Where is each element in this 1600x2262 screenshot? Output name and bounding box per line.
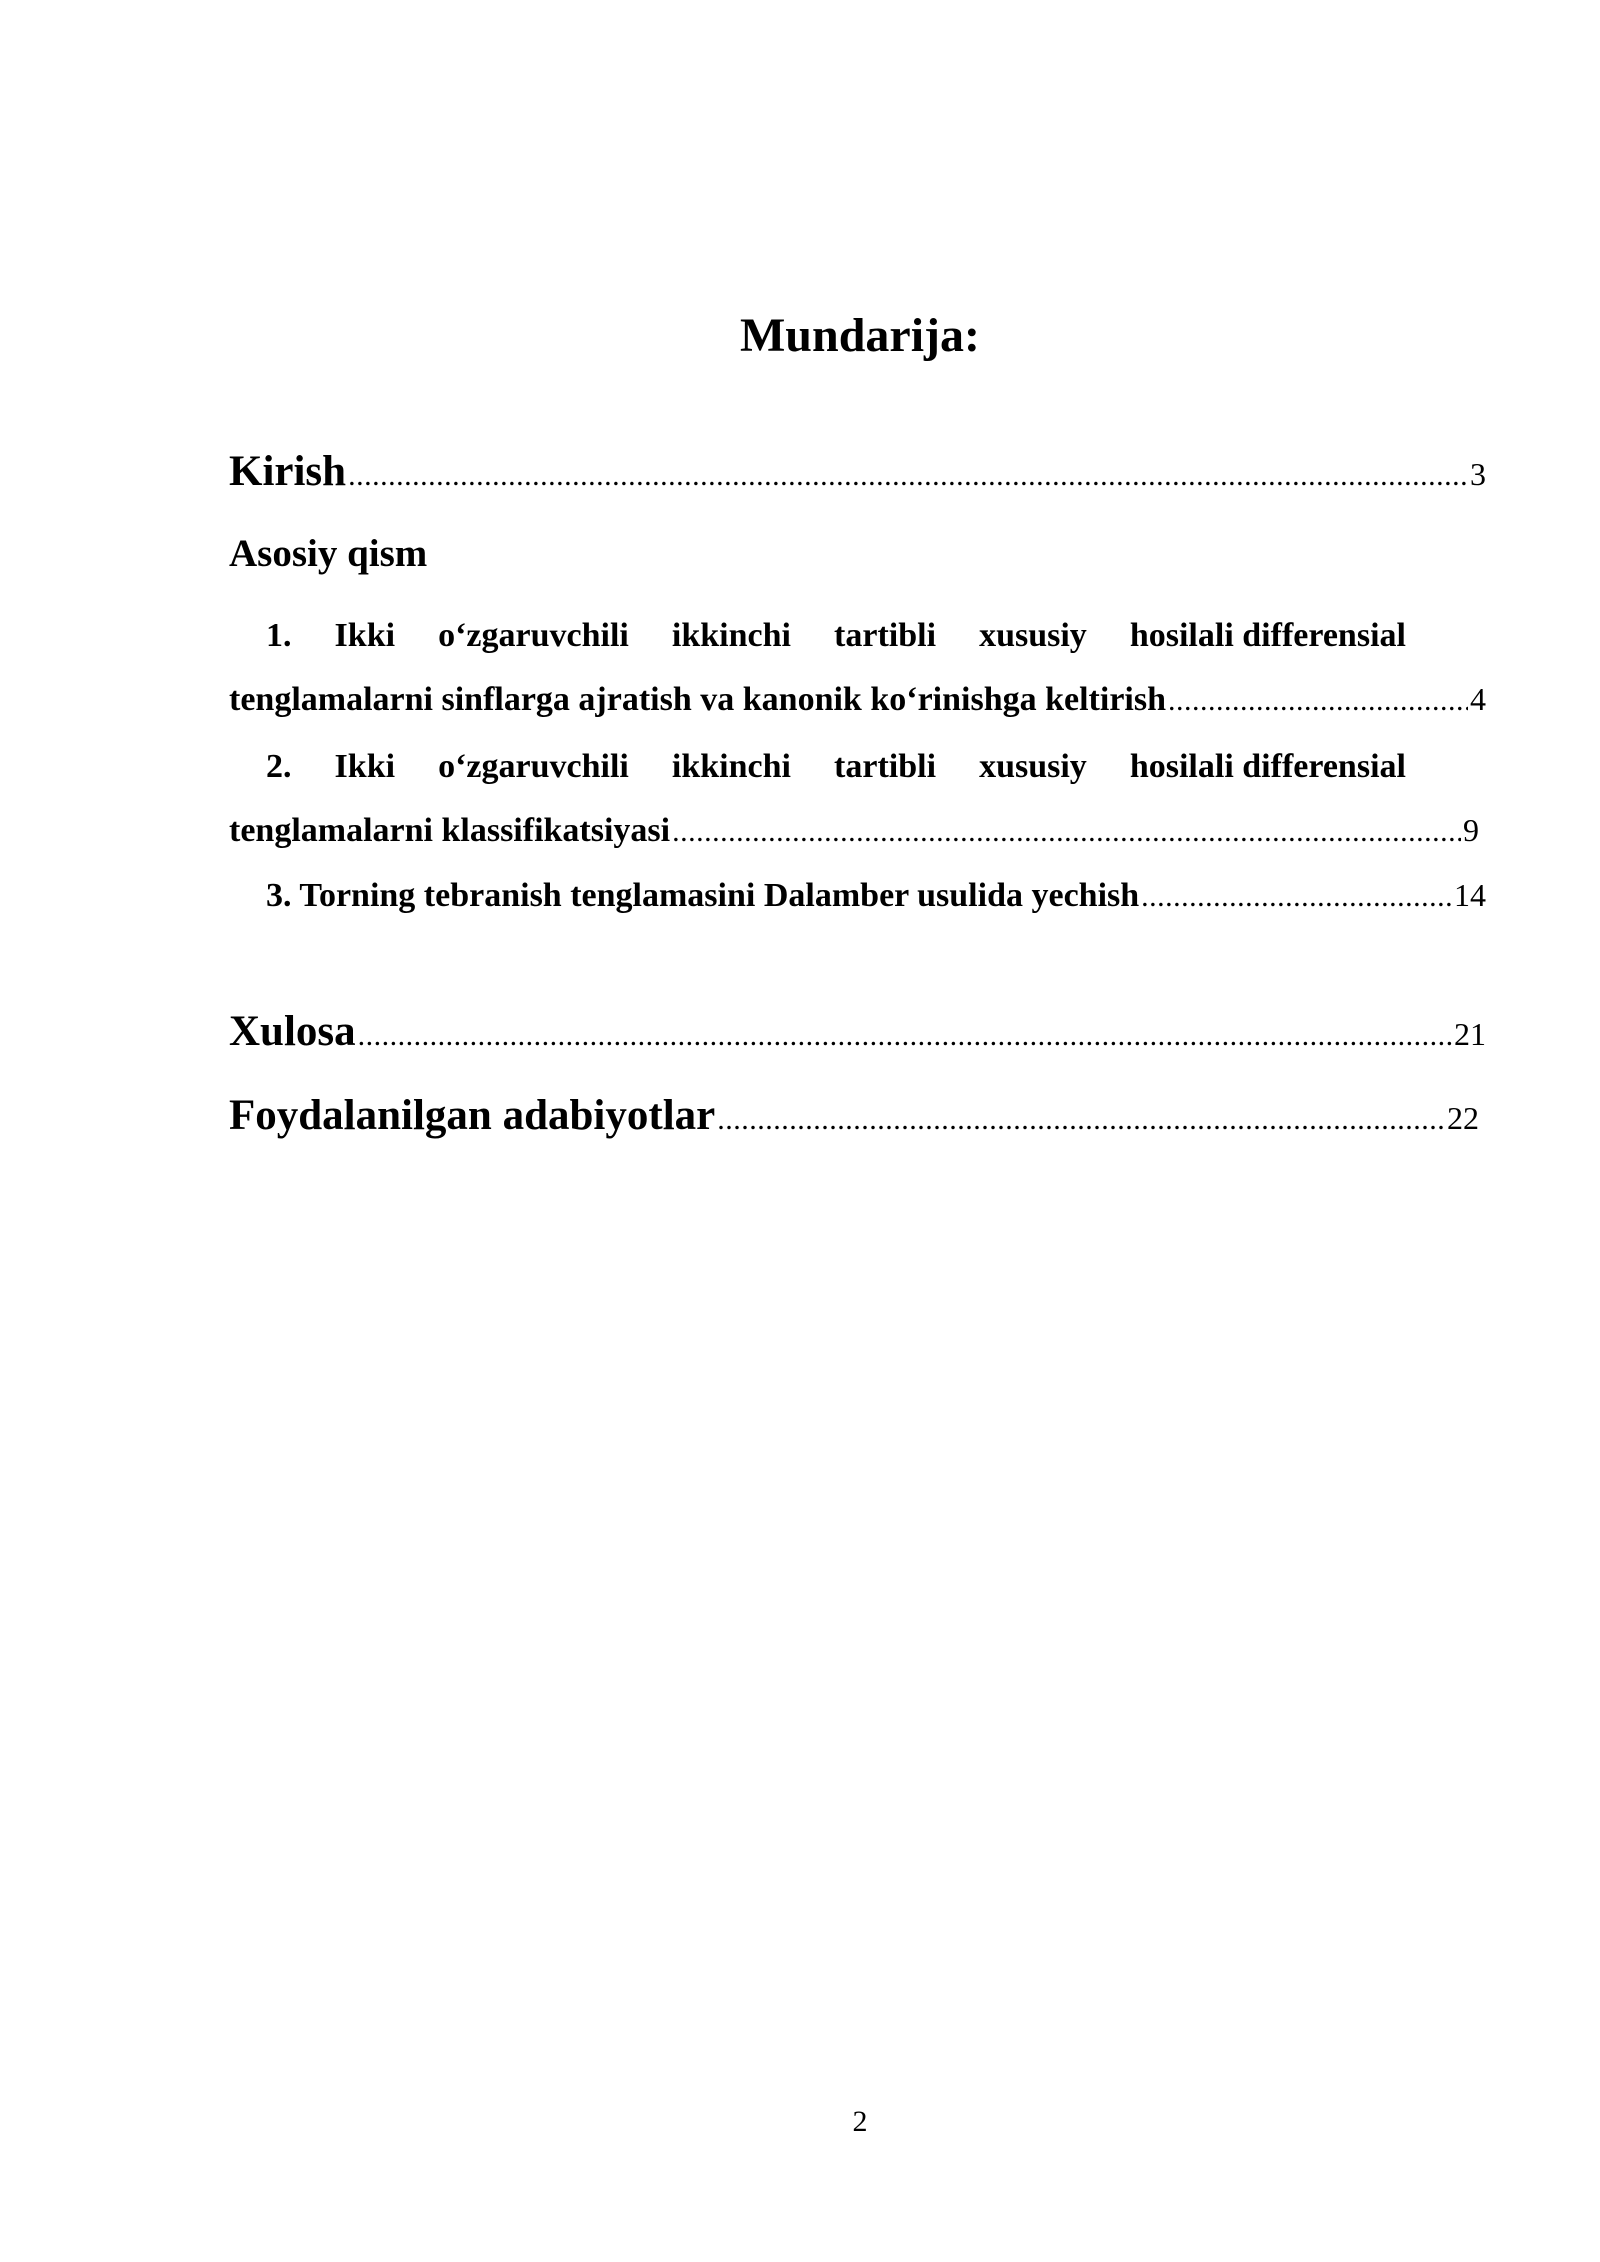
word: o‘zgaruvchili — [438, 748, 629, 785]
toc-label: tenglamalarni klassifikatsiyasi — [229, 812, 671, 849]
toc-entry-kirish — [229, 447, 1486, 496]
toc-page-number: 3 — [1470, 456, 1486, 492]
toc-page-number: 14 — [1454, 877, 1486, 913]
word: hosilali differensial — [1129, 748, 1406, 785]
word: xususiy — [979, 748, 1087, 785]
toc-label: tenglamalarni sinflarga ajratish va kanonik ko‘rinishga keltirish — [229, 681, 1166, 718]
toc-item-2-line-1 — [266, 745, 1406, 789]
word: ikkinchi — [671, 748, 791, 785]
toc-label: Foydalanilgan adabiyotlar — [229, 1092, 716, 1139]
toc-page-number: 9 — [1463, 812, 1479, 848]
toc-leader-dots — [672, 815, 1461, 849]
toc-label: 3. Torning tebranish tenglamasini Dalamber usulida yechish — [266, 877, 1140, 914]
word: o‘zgaruvchili — [438, 617, 629, 654]
toc-leader-dots — [348, 459, 1468, 493]
toc-leader-dots — [717, 1103, 1445, 1137]
toc-entry-foydalanilgan-adabiyotlar — [229, 1091, 1479, 1140]
page-number: 2 — [852, 2105, 868, 2138]
word: tartibli — [834, 617, 937, 654]
toc-page-number: 22 — [1447, 1100, 1479, 1136]
toc-leader-dots — [1168, 684, 1468, 718]
word: 2. — [266, 748, 292, 785]
word: xususiy — [979, 617, 1087, 654]
toc-leader-dots — [1141, 880, 1452, 914]
toc-heading-asosiy: Asosiy qism — [229, 532, 428, 575]
word: hosilali differensial — [1129, 617, 1406, 654]
toc-page-number: 21 — [1454, 1016, 1486, 1052]
toc-label: Xulosa — [229, 1008, 356, 1055]
word: ikkinchi — [671, 617, 791, 654]
toc-item-3 — [266, 877, 1486, 915]
toc-item-1-line-2 — [229, 681, 1486, 719]
toc-label: Kirish — [229, 448, 347, 495]
word: Ikki — [334, 748, 396, 785]
toc-leader-dots — [358, 1019, 1452, 1053]
word: Ikki — [334, 617, 396, 654]
toc-item-1-line-1 — [266, 614, 1406, 658]
word: tartibli — [834, 748, 937, 785]
toc-item-2-line-2 — [229, 812, 1479, 850]
toc-entry-xulosa — [229, 1007, 1486, 1056]
toc-title: Mundarija: — [740, 309, 980, 362]
word: 1. — [266, 617, 292, 654]
toc-page-number: 4 — [1470, 681, 1486, 717]
